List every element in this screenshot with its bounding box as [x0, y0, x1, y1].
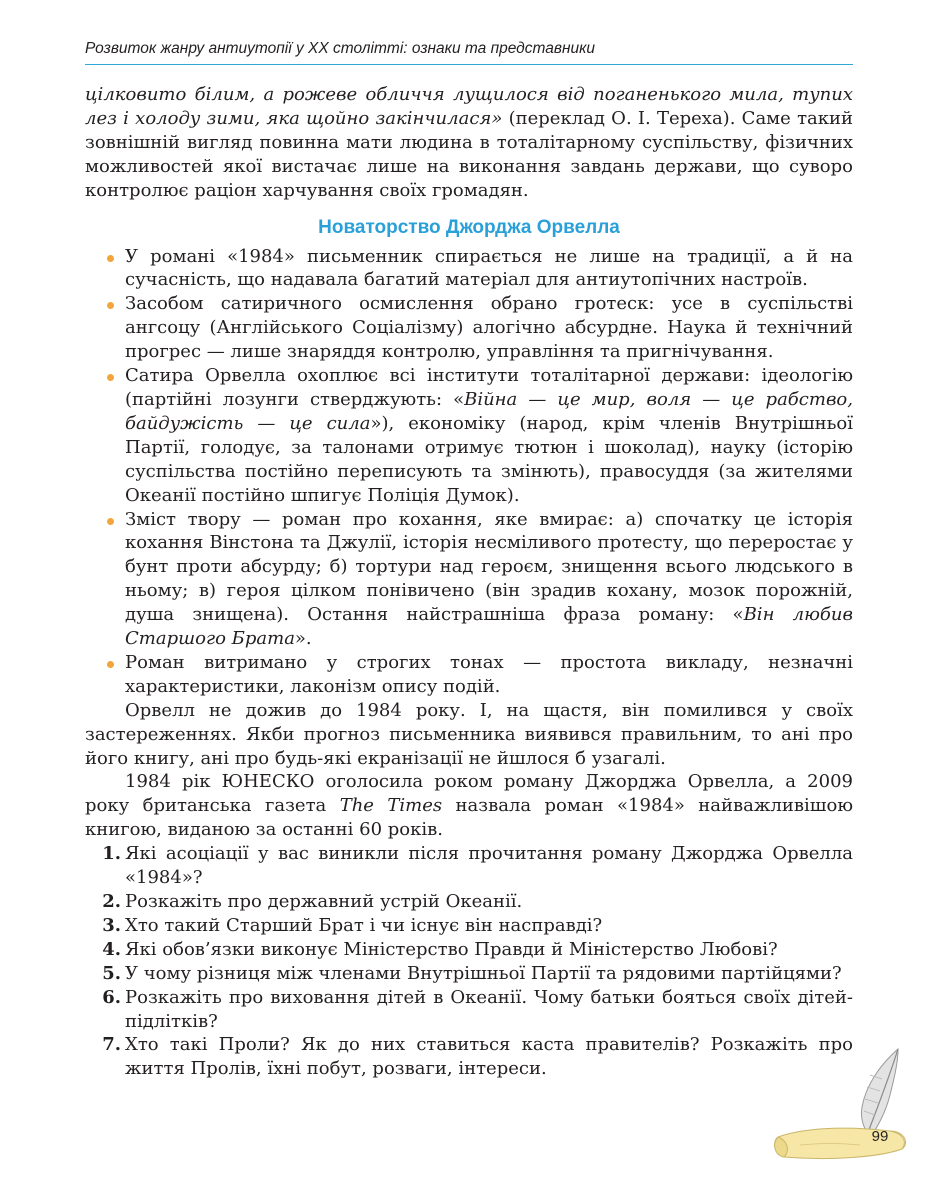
header-rule — [85, 64, 853, 65]
newspaper-name: The Times — [339, 795, 443, 817]
quill-and-scroll-icon — [770, 1045, 920, 1170]
intro-paragraph — [85, 83, 853, 203]
question-number: 5. — [102, 962, 121, 984]
running-header: Розвиток жанру антиутопії у XX столітті: ознаки та представники — [85, 40, 596, 57]
question-number: 4. — [102, 938, 121, 960]
question-text: У чому різниця між членами Внутрішньої Партії та рядовими партійцями? — [125, 962, 842, 984]
question-item — [85, 938, 853, 962]
bullet-text: У романі «1984» письменник спирається не лише на традиції, а й на сучасність, що надавала багатий матеріал для антиутопічних настроїв. — [125, 245, 853, 291]
question-number: 6. — [102, 986, 121, 1008]
question-text: Розкажіть про державний устрій Океанії. — [125, 891, 523, 912]
question-text: Які асоціації у вас виникли після прочитання роману Джорджа Орвелла «1984»? — [125, 843, 853, 889]
question-item — [85, 986, 853, 1034]
page-body — [85, 83, 853, 1081]
bullet-text: Зміст твору — роман про кохання, яке вмирає: а) спочатку це історія кохання Вінстона та Джулії, історія несміливого протесту, що переростає у бунт проти абсурду; б) тортури над героєм, знищення всього людського в ньому; в) героя цілком понівичено (він зрадив кохану, мозок порожній, душа знищена). Остання найстрашніша фраза роману: « — [125, 508, 853, 626]
question-text: Які обов’язки виконує Міністерство Правди й Міністерство Любові? — [125, 938, 778, 960]
bullet-dot-icon — [107, 518, 114, 525]
body-paragraph: Орвелл не дожив до 1984 року. І, на щастя, він помилився у своїх застереженнях. Якби прогноз письменника виявився правильним, то ані про його книгу, ані про будь-які екранізації не йшлося б узагалі. — [85, 699, 853, 769]
body-text: 1984 рік ЮНЕСКО оголосила роком роману Джорджа Орвелла, а 2009 року британська газета — [85, 771, 853, 817]
intro-quote: цілковито білим, а рожеве обличчя лущилося від поганенького мила, тупих лез і холоду зими, яка щойно закінчилася» — [85, 84, 853, 129]
bullet-list — [85, 245, 853, 699]
section-title: Новаторство Джорджа Орвелла — [318, 216, 620, 238]
question-text: Хто такий Старший Брат і чи існує він насправді? — [125, 914, 603, 936]
bullet-item — [85, 292, 853, 364]
page-number: 99 — [871, 1128, 889, 1145]
question-number: 7. — [102, 1034, 121, 1056]
question-number: 2. — [102, 891, 121, 912]
intro-text: (переклад О. І. Тереха). Саме такий зовнішній вигляд повинна мати людина в тоталітарному суспільству, фізичних можливостей якої вистачає лише на виконання завдань держави, що суворо контролює раціон харчування своїх громадян. — [85, 107, 853, 201]
slogan-quote: Війна — це мир, воля — це рабство, байдужість — це сила — [125, 388, 853, 434]
question-item — [85, 1033, 853, 1081]
question-item — [85, 890, 853, 914]
bullet-item — [85, 364, 853, 507]
questions-list — [85, 842, 853, 1081]
question-item — [85, 914, 853, 938]
bullet-text: Роман витримано у строгих тонах — простота викладу, незначні характеристики, лаконізм опису подій. — [125, 651, 853, 697]
question-text: Розкажіть про виховання дітей в Океанії. Чому батьки бояться своїх дітей-підлітків? — [125, 986, 853, 1032]
body-text: назвала роман «1984» найважливішою книгою, виданою за останні 60 років. — [85, 795, 854, 841]
bullet-item — [85, 508, 853, 651]
question-number: 3. — [102, 914, 121, 936]
final-phrase-quote: Він любив Старшого Брата — [125, 604, 853, 650]
bullet-dot-icon — [107, 374, 114, 381]
question-number: 1. — [102, 843, 121, 865]
bullet-text: ». — [294, 628, 312, 650]
bullet-text: »), економіку (народ, крім членів Внутрішньої Партії, голодує, за талонами отримує тютюн і шоколад), науку (історію суспільства постійно переписують та змінють), правосуддя (за жителями Океанії постійно шпигує Поліція Думок). — [125, 412, 853, 506]
bullet-dot-icon — [107, 302, 114, 309]
bullet-item — [85, 651, 853, 699]
question-item — [85, 842, 853, 890]
body-paragraph — [85, 770, 853, 842]
question-text: Хто такі Проли? Як до них ставиться каста правителів? Розкажіть про життя Пролів, їхні побут, розваги, інтереси. — [125, 1034, 853, 1080]
bullet-text: Сатира Орвелла охоплює всі інститути тоталітарної держави: ідеологію (партійні лозунги стверджують: « — [125, 365, 853, 410]
bullet-dot-icon — [107, 661, 114, 668]
bullet-item — [85, 245, 853, 293]
bullet-text: Засобом сатиричного осмислення обрано гротеск: усе в суспільстві ангсоцу (Англійського Соціалізму) алогічно абсурдне. Наука й технічний прогрес — лише знаряддя контролю, управління та пригнічування. — [125, 293, 853, 363]
bullet-dot-icon — [107, 255, 114, 262]
question-item — [85, 962, 853, 986]
